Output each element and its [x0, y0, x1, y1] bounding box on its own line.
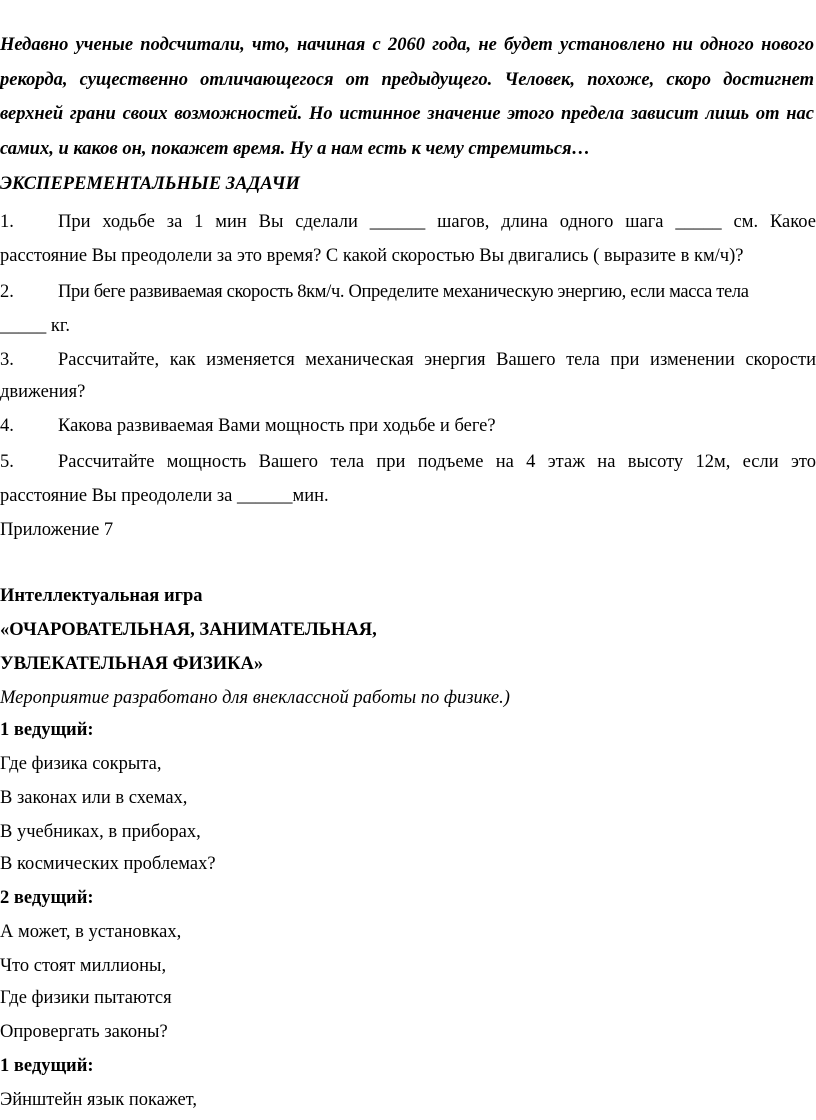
task-3-line-1	[0, 348, 816, 372]
task-4-line-1	[0, 414, 816, 438]
verse-line: В космических проблемах?	[0, 854, 216, 874]
verse-line: Где физики пытаются	[0, 988, 172, 1008]
verse-line: Опровергать законы?	[0, 1022, 168, 1042]
task-4-number: 4.	[0, 416, 14, 436]
task-3-text: Рассчитайте, как изменяется механическая энергия Вашего тела при изменении скорости	[58, 350, 816, 370]
task-5-line-2: расстояние Вы преодолели за ______мин.	[0, 486, 329, 506]
task-1-line-1	[0, 210, 816, 234]
intro-paragraph: Недавно ученые подсчитали, что, начиная с 2060 года, не будет установлено ни одного нового рекорда, существенно отличающегося от предыдущего. Человек, похоже, скоро достигнет верхней грани своих возможностей. Но истинное значение этого предела зависит лишь от нас самих, и каков он, покажет время. Ну а нам есть к чему стремиться…	[0, 35, 814, 159]
task-5-number: 5.	[0, 452, 14, 472]
task-1-line-2: расстояние Вы преодолели за это время? С какой скоростью Вы двигались ( выразите в км/ч)?	[0, 246, 744, 266]
event-note: Мероприятие разработано для внеклассной работы по физике.)	[0, 688, 510, 708]
game-name-line-1: «ОЧАРОВАТЕЛЬНАЯ, ЗАНИМАТЕЛЬНАЯ,	[0, 620, 377, 640]
task-1-text: При ходьбе за 1 мин Вы сделали ______ шагов, длина одного шага _____ см. Какое	[58, 212, 816, 232]
verse-line: Где физика сокрыта,	[0, 754, 162, 774]
speaker-2: 2 ведущий:	[0, 888, 94, 908]
verse-line: Эйнштейн язык покажет,	[0, 1090, 197, 1110]
game-title: Интеллектуальная игра	[0, 586, 203, 606]
task-2-text: При беге развиваемая скорость 8км/ч. Определите механическую энергию, если масса тела	[58, 282, 749, 302]
verse-line: В законах или в схемах,	[0, 788, 188, 808]
appendix-label: Приложение 7	[0, 520, 114, 540]
task-3-number: 3.	[0, 350, 14, 370]
task-3-line-2: движения?	[0, 382, 86, 402]
verse-line: В учебниках, в приборах,	[0, 822, 201, 842]
speaker-1-repeat: 1 ведущий:	[0, 1056, 94, 1076]
task-2-number: 2.	[0, 282, 14, 302]
task-4-text: Какова развиваемая Вами мощность при ходьбе и беге?	[58, 416, 496, 436]
task-2-line-1	[0, 280, 816, 304]
verse-line: А может, в установках,	[0, 922, 182, 942]
speaker-1: 1 ведущий:	[0, 720, 94, 740]
task-1-number: 1.	[0, 212, 14, 232]
section-heading: ЭКСПЕРЕМЕНТАЛЬНЫЕ ЗАДАЧИ	[0, 174, 300, 194]
verse-line: Что стоят миллионы,	[0, 956, 167, 976]
task-2-line-2: _____ кг.	[0, 316, 70, 336]
task-5-line-1	[0, 450, 816, 474]
game-name-line-2: УВЛЕКАТЕЛЬНАЯ ФИЗИКА»	[0, 654, 264, 674]
task-5-text: Рассчитайте мощность Вашего тела при подъеме на 4 этаж на высоту 12м, если это	[58, 452, 816, 472]
